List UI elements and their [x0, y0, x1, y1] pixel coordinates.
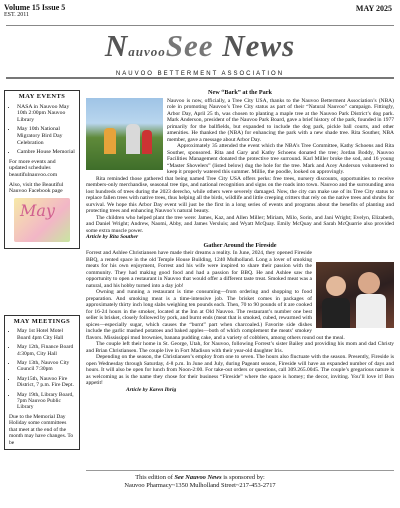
newsletter-title — [4, 20, 396, 64]
article-paragraph: The couple left their home in St. George, Utah, for Nauvoo, following Forrest’s sister Bailey and providing his mom and dad Christy and Brian Christiansen. The couple live in Fort Madison with their year-old daughter Iris. — [86, 341, 394, 354]
article-paragraph: Forrest and Ashlee Christiansen have made their dreams a reality. In June, 2024, they opened Fireside BBQ, a rented space in the old Temple House Building, 1240 Mulholland. Long a lover of smoking meats for his own enjoyment, Forrest and his wife were inspired to share their passion with the community. They had making good food and had a passion for BBQ. He and Ashlee saw the opportunity to open a restaurant in Nauvoo that would offer a different taste treat. Smoked meat was a natural, and his hobby turned into a day job! — [86, 250, 312, 289]
top-bar — [0, 0, 400, 20]
established-year: EST. 2011 — [4, 12, 29, 18]
tree-planting-photo — [86, 98, 163, 170]
main-column — [86, 90, 394, 393]
title-logo — [105, 28, 295, 64]
article-byline: Article by Rita Souther — [86, 234, 139, 240]
meeting-item: • May 12th, Finance Board 4:30pm, City Hall — [17, 344, 75, 357]
title-n: N — [104, 28, 129, 63]
sponsor-footer — [0, 474, 400, 490]
owners-photo — [316, 262, 394, 328]
event-item: • NASA in Nauvoo May 10th 2:00pm Nauvoo Library — [17, 104, 75, 124]
events-notes — [9, 159, 75, 195]
meetings-list — [9, 328, 75, 410]
meeting-item: • May 19th, Library Board, 7pm Nauvoo Public Library — [17, 392, 75, 411]
volume-issue: Volume 15 Issue 5 — [4, 3, 66, 12]
association-rule — [6, 77, 394, 79]
person-figure — [356, 294, 386, 328]
event-item: • May 10th National Migratory Bird Day Celebration — [17, 126, 75, 146]
meeting-item: • May 1st Hotel Motel Board 4pm City Hall — [17, 328, 75, 341]
article-paragraph: The children who helped plant the tree were: James, Kaz, and Allen Miller; Miriam, Milo, Sorin, and Jani Wright; Evelyn, Elizabeth, and Daniel Wright; Andrew, Naomi, Abby, and James Versluis; and Wyatt McQuay. Emily McQuay and Sarah McQuarrie also provided some extra muscle power. — [86, 214, 394, 234]
article-paragraph: Owning and running a restaurant is time consuming—from ordering and shopping to food preparation. And smoking meat is a time-intensive job. The brisket comes in packages of approximately thirty inch long slabs weighing ten pounds each. Then, 70 to 90 pounds of it are cooked for 16-24 hours in the smoker, located at the Inn at Old Nauvoo. The restaurant’s number one best seller is brisket, closely followed by pork, and burnt ends (meat that is smoked, cubed, rewarmed with spices—especially sugar, which causes the “burnt” part when charcoaled.) Favorite side dishes include the garlic mashed potatoes and baked apples—both of which complement the meats’ smokey flavors. Mississippi mud brownies, banana pudding cake, and a variety of cobblers, among others round out the meal. — [86, 289, 345, 341]
meetings-sidebar — [4, 315, 80, 450]
article-byline: Article by Karen Ihrig — [126, 386, 177, 393]
events-sidebar — [4, 90, 80, 249]
article-paragraph: Approximately 35 attended the event which the NBA’s Tree Committee, Kathy Schoens and Rita Souther, sponsored. Rita and Gary and Kathy Schoens donated the tree; Jordan Boddy, Nauvoo Facilities Management donated the protective tree surround. Karl Miller broke the sod, and 16 young “Master Shovelers” (listed below) dug the hole for the tree. Mark and Acey Anderson volunteered to keep it properly watered this summer. Millie, the poodle, looked on approvingly. — [167, 143, 394, 175]
sponsor-prefix: This edition of — [135, 474, 175, 481]
meetings-title: MAY MEETINGS — [13, 318, 71, 325]
meetings-box — [4, 315, 80, 450]
sponsor-newsletter-name: See Nauvoo News — [174, 474, 222, 481]
person-figure — [104, 128, 116, 154]
article-tree-city — [86, 90, 394, 241]
events-box — [4, 90, 80, 249]
sponsor-details: Nauvoo Pharmacy~1350 Mulholland Street~217-453-2717 — [124, 482, 276, 489]
article-title: Gather Around the Fireside — [203, 241, 277, 249]
association-name: NAUVOO BETTERMENT ASSOCIATION — [115, 71, 285, 77]
title-news: News — [222, 28, 296, 63]
sponsor-line — [0, 474, 400, 482]
footer-rule — [86, 470, 394, 471]
event-item: • Cambre House Memorial — [17, 149, 75, 156]
article-paragraph: Nauvoo is now, officially, a Tree City USA, thanks to the Nauvoo Betterment Association’s (NBA) role in promoting Nauvoo’s Tree City status as part of their “Natural Nauvoo” campaign. Fittingly, Arbor Day, April 25 th, was chosen to planting a maple tree at the Nauvoo Park District’s dog park. Mark Anderson, president of the Nauvoo Park Board, gave a brief history of the park, founded in 1977 primarily for the ballfields, but expanded to include the dog park, pickle ball courts, and other amenities. He thanked the (NBA) for enhancing the park with a new shade tree. Rita Souther, NBA member, gave a message about Arbor Day. — [167, 97, 394, 143]
events-note-facebook: Also, visit the Beautiful Nauvoo Facebook page — [9, 181, 64, 195]
article-fireside — [86, 243, 394, 394]
person-figure — [126, 124, 140, 154]
article-paragraph: Depending on the season, the Christiansen’s employ from one to seven. The hours also fluctuate with the season. Presently, Fireside is open Wednesday through Saturday, 4-8 p.m. In June and July, during Pageant season, Fireside will have an expanded number of days and hours. It will also be open for lunch from Noon-2:00. For take-out orders or questions, call 309.265.0045. The couple’s gregarious nature is as welcoming as is the name they chose for their business “Fireside” where the space is homey; the decor, inviting. You’ll love it! Bon appetit! — [86, 354, 394, 386]
issue-date: MAY 2025 — [355, 4, 392, 13]
meeting-item: • May 13th, Nauvoo City Council 7:30pm — [17, 360, 75, 373]
may-graphic — [14, 198, 70, 242]
title-see: See — [165, 28, 214, 63]
masthead — [4, 20, 396, 77]
article-title: New “Bark” at the Park — [208, 89, 272, 96]
title-auvoo: auvoo — [128, 44, 166, 59]
person-face — [326, 276, 346, 296]
meetings-note: Due to the Memorial Day Holiday some committees that meet at the end of the month may have changes. To be — [9, 413, 74, 446]
events-title: MAY EVENTS — [18, 93, 66, 100]
events-note-website: For more events and updated schedules beautifulnauvoo.com — [9, 158, 58, 178]
person-figure — [142, 130, 152, 154]
article-paragraph: Rita reminded those gathered that being named Tree City USA offers perks: free trees, nursery discounts, opportunities to receive members-only merchandise, seasonal tree tips, and national recognition and signs on the roads into town. Nauvoo and the surrounding area lost hundreds of trees during the 2023 derecho, while others were severely damaged. Now, the city can make use of its Tree City status to replace fallen trees with native trees, thus helping all the birds, wildlife and little creeping critters that rely on the native trees and shrubs for survival. We hope this Arbor Day event will just be the first in a long series of events and programs about the benefits of planting and protecting trees and enhancing Nauvoo’s natural beauty. — [86, 175, 394, 214]
may-graphic-text: May — [20, 200, 55, 220]
sponsor-suffix: is sponsored by: — [221, 474, 265, 481]
meeting-item: • May15th, Nauvoo Fire District, 7 p.m. Fire Dept. — [17, 376, 75, 389]
person-face — [358, 272, 380, 294]
person-figure — [322, 298, 350, 328]
events-list — [9, 104, 75, 156]
